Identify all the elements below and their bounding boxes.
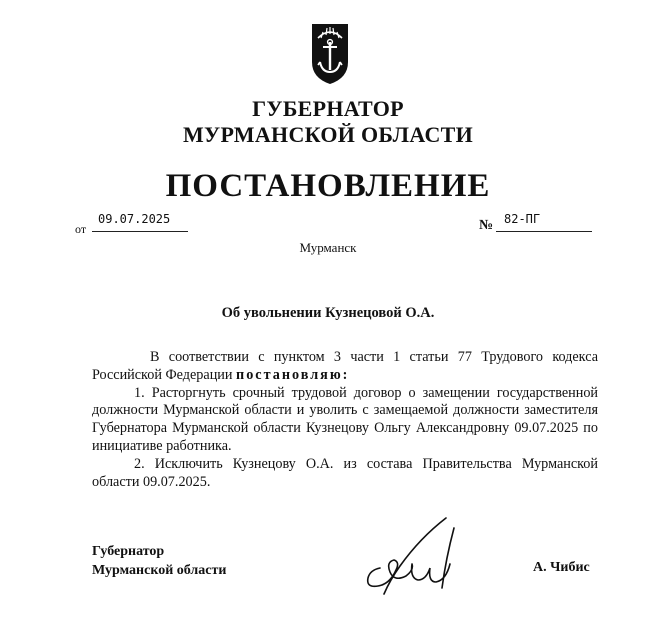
signatory-name: А. Чибис (533, 560, 590, 575)
document-city: Мурманск (299, 240, 357, 255)
handwritten-signature-icon (350, 508, 470, 604)
document-number: 82-ПГ (496, 212, 592, 232)
issuer-title: ГУБЕРНАТОР (252, 96, 404, 121)
document-date: 09.07.2025 (92, 212, 188, 232)
murmansk-coat-of-arms-icon (308, 22, 352, 86)
signatory-position-line2: Мурманской области (92, 563, 227, 578)
decree-item-2: 2. Исключить Кузнецову О.А. из состава Правительства Мурманской области 09.07.2025. (92, 455, 598, 490)
number-label: № (479, 218, 494, 233)
decree-item-1: 1. Расторгнуть срочный трудовой договор о замещении государственной должности Мурманской области и уволить с замещаемой должности заместителя Губернатора Мурманской области Кузнецову Ольгу Александровну 09.07.2025 по инициативе работника. (92, 384, 598, 454)
signatory-position (92, 542, 226, 580)
document-title: ПОСТАНОВЛЕНИЕ (165, 168, 491, 204)
document-body (92, 349, 598, 491)
intro-paragraph (92, 349, 598, 385)
intro-text: В соответствии с пунктом 3 части 1 статьи 77 Трудового кодекса Российской Федерации (92, 349, 598, 383)
issuer-region: МУРМАНСКОЙ ОБЛАСТИ (182, 122, 474, 147)
signatory-position-line1: Губернатор (92, 544, 165, 559)
document-subject: Об увольнении Кузнецовой О.А. (221, 305, 435, 321)
date-label: от (75, 222, 87, 236)
decree-word: постановляю: (236, 366, 350, 383)
